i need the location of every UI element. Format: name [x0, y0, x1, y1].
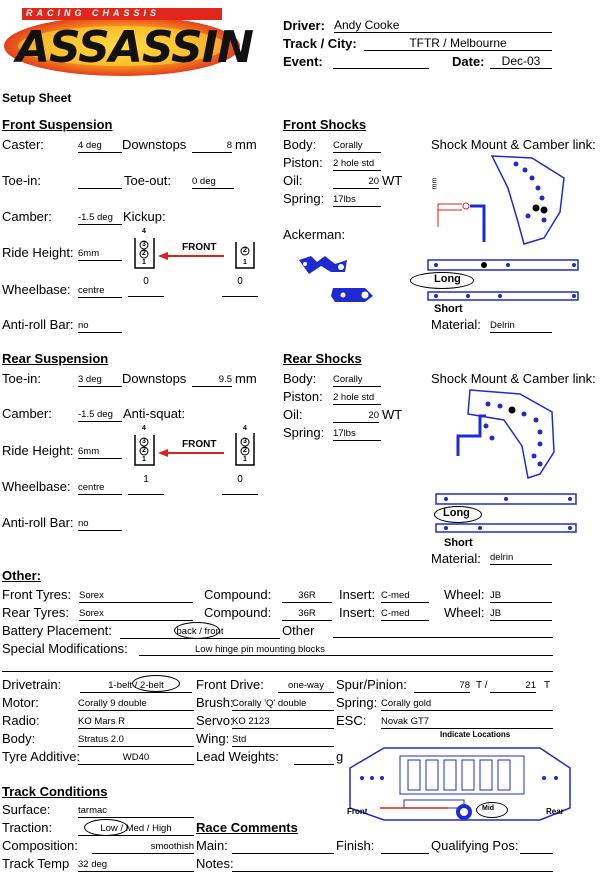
notes-line[interactable] [232, 871, 553, 872]
antiroll-field[interactable]: no [78, 319, 122, 333]
toe-out-label: Toe-out: [124, 173, 171, 188]
additive-field[interactable]: WD40 [78, 751, 194, 765]
rs-spacer-left-field[interactable]: 1 [128, 474, 164, 495]
rsh-material-field[interactable]: delrin [490, 551, 552, 565]
rdiagram-num-r2: 2 [243, 447, 247, 454]
rsh-piston-field[interactable]: 2 hole std [333, 391, 381, 405]
servo-field[interactable]: KO 2123 [232, 715, 334, 729]
traction-field[interactable]: Low / Med / High [78, 822, 194, 836]
front-tyres-field[interactable]: Sorex [79, 589, 193, 603]
rsh-spring-field[interactable]: 17lbs [333, 427, 381, 441]
rs-camber-field[interactable]: -1.5 deg [78, 408, 122, 422]
rear-compound-label: Compound: [204, 605, 272, 620]
rsh-body-field[interactable]: Corally [333, 373, 381, 387]
body-field[interactable]: Stratus 2.0 [78, 733, 194, 747]
main-line[interactable] [232, 853, 334, 854]
wing-field[interactable]: Std [232, 733, 334, 747]
driver-field[interactable]: Andy Cooke [334, 19, 552, 33]
composition-field[interactable]: smoothish [92, 840, 194, 854]
rsh-mount-label: Shock Mount & Camber link: [431, 371, 596, 386]
front-shocks-heading: Front Shocks [283, 117, 367, 132]
rs-antiroll-label: Anti-roll Bar: [2, 515, 74, 530]
rdiagram-num-r3: 3 [243, 438, 247, 445]
finish-line[interactable] [381, 853, 429, 854]
front-hinge-diagram [132, 228, 262, 272]
front-tyres-label: Front Tyres: [2, 587, 72, 602]
fs-piston-field[interactable]: 2 hole std [333, 157, 381, 171]
chassis-mid-label: Mid [482, 805, 495, 812]
fs-oil-label: Oil: [283, 173, 303, 188]
lead-field[interactable] [294, 751, 334, 765]
fs-short-label: Short [434, 303, 463, 315]
rear-shocks-heading: Rear Shocks [283, 351, 362, 366]
rsh-oil-unit: WT [382, 407, 403, 422]
rdiagram-num-3: 3 [142, 438, 146, 445]
rdiagram-num-4: 4 [142, 425, 146, 432]
traction-label: Traction: [2, 820, 53, 835]
temp-field[interactable]: 32 deg [78, 858, 194, 872]
surface-field[interactable]: tarmac [78, 804, 194, 818]
rs-spacer-right-field[interactable]: 0 [222, 474, 258, 495]
fs-spring-label: Spring: [283, 191, 325, 206]
fs-mount-label: Shock Mount & Camber link: [431, 137, 596, 152]
rear-insert-label: Insert: [339, 605, 376, 620]
fs-body-label: Body: [283, 137, 317, 152]
track-field[interactable]: TFTR / Melbourne [364, 37, 552, 51]
toe-out-field[interactable]: 0 deg [192, 175, 234, 189]
toe-in-label: Toe-in: [2, 173, 42, 188]
kickup-label: Kickup: [123, 209, 166, 224]
other-heading: Other: [2, 568, 41, 583]
diagram-num-4: 4 [142, 228, 146, 235]
brush-label: Brush: [196, 695, 234, 710]
fs-material-label: Material: [431, 317, 481, 332]
event-field[interactable] [333, 55, 429, 69]
diagram-num-2: 2 [142, 250, 146, 257]
qual-line[interactable] [520, 853, 553, 854]
rsh-short-label: Short [444, 537, 473, 549]
rdiagram-front-label: FRONT [182, 439, 217, 450]
body-label: Body: [2, 731, 36, 746]
antiroll-label: Anti-roll Bar: [2, 317, 74, 332]
diagram-num-1: 1 [142, 259, 146, 266]
rdiagram-num-1: 1 [142, 456, 146, 463]
spacer-left-field[interactable]: 0 [128, 276, 164, 297]
fs-oil-field[interactable]: 20 [333, 175, 379, 189]
caster-field[interactable]: 4 deg [78, 139, 122, 153]
fs-body-field[interactable]: Corally [333, 139, 381, 153]
motor-field[interactable]: Corally 9 double [78, 697, 194, 711]
rsh-material-label: Material: [431, 551, 481, 566]
servo-label: Servo: [196, 713, 234, 728]
rs-wheelbase-label: Wheelbase: [2, 479, 71, 494]
rs-ride-height-label: Ride Height: [2, 443, 74, 458]
camber-field[interactable]: -1.5 deg [78, 211, 122, 225]
fs-oil-unit: WT [382, 173, 403, 188]
race-comments-heading: Race Comments [196, 820, 298, 835]
sheet-title: Setup Sheet [2, 91, 72, 105]
fs-piston-label: Piston: [283, 155, 323, 170]
drivetrain-field[interactable]: 1-belt / 2-belt [80, 679, 192, 693]
rs-ride-height-field[interactable]: 6mm [78, 445, 122, 459]
rear-compound-field[interactable]: 36R [282, 607, 332, 621]
toe-in-field[interactable] [78, 175, 122, 189]
front-compound-field[interactable]: 36R [282, 589, 332, 603]
notes-label: Notes: [196, 856, 234, 871]
track-conditions-heading: Track Conditions [2, 784, 108, 799]
spur-field[interactable]: 78 [414, 679, 470, 693]
rear-wheel-label: Wheel: [444, 605, 485, 620]
front-drive-label: Front Drive: [196, 677, 264, 692]
surface-label: Surface: [2, 802, 51, 817]
diagram-num-r2: 2 [243, 247, 247, 254]
rs-antiroll-field[interactable]: no [78, 517, 122, 531]
esc-label: ESC: [336, 713, 367, 728]
motor-spring-label: Spring: [336, 695, 378, 710]
rs-wheelbase-field[interactable]: centre [78, 481, 122, 495]
chassis-rear-label: Rear [546, 807, 564, 816]
rs-downstops-field[interactable]: 9.5 [192, 373, 232, 387]
rs-toe-in-field[interactable]: 3 deg [78, 373, 122, 387]
date-label: Date: [452, 54, 485, 69]
drivetrain-label: Drivetrain: [2, 677, 62, 692]
additive-label: Tyre Additive: [2, 749, 81, 764]
front-suspension-heading: Front Suspension [2, 117, 113, 132]
front-wheel-label: Wheel: [444, 587, 485, 602]
diagram-front-label: FRONT [182, 242, 217, 253]
rdiagram-num-r4: 4 [243, 425, 247, 432]
motor-label: Motor: [2, 695, 39, 710]
rs-downstops-unit: mm [235, 371, 257, 386]
antisquat-label: Anti-squat: [123, 406, 186, 421]
main-label: Main: [196, 838, 228, 853]
logo-tagline: RACING CHASSIS [26, 8, 161, 18]
downstops-label: Downstops [122, 137, 187, 152]
front-compound-label: Compound: [204, 587, 272, 602]
drivetrain-selected-oval [132, 675, 180, 692]
diagram-num-3: 3 [142, 241, 146, 248]
front-insert-label: Insert: [339, 587, 376, 602]
camber-label: Camber: [2, 209, 52, 224]
qual-label: Qualifying Pos: [431, 838, 519, 853]
driver-label: Driver: [283, 18, 325, 33]
rear-wheel-field[interactable]: JB [490, 607, 552, 621]
front-wheel-field[interactable]: JB [490, 589, 552, 603]
traction-selected-oval [84, 819, 128, 836]
indicate-label: Indicate Locations [440, 730, 511, 739]
downstops-field[interactable]: 8 [192, 139, 232, 153]
rsh-oil-label: Oil: [283, 407, 303, 422]
fs-material-field[interactable]: Delrin [490, 319, 552, 333]
diagram-num-r1: 1 [243, 259, 247, 266]
radio-label: Radio: [2, 713, 40, 728]
rear-insert-field[interactable]: C-med [381, 607, 429, 621]
special-label: Special Modifications: [2, 641, 128, 656]
downstops-unit: mm [235, 137, 257, 152]
event-label: Event: [283, 54, 323, 69]
front-drive-field[interactable]: one-way [278, 679, 334, 693]
esc-field[interactable]: Novak GT7 [381, 715, 553, 729]
lead-label: Lead Weights: [196, 749, 279, 764]
ride-height-field[interactable]: 6mm [78, 247, 122, 261]
fs-long-label: Long [434, 273, 461, 285]
spur-label: Spur/Pinion: [336, 677, 407, 692]
rsh-piston-label: Piston: [283, 389, 323, 404]
rear-shock-tower-diagram [440, 386, 590, 486]
rear-suspension-heading: Rear Suspension [2, 351, 109, 366]
pinion-t-label: T [544, 680, 551, 691]
wing-label: Wing: [196, 731, 230, 746]
special-line-2 [2, 671, 553, 672]
battery-other-line [333, 637, 553, 638]
radio-field[interactable]: KO Mars R [78, 715, 194, 729]
pinion-field[interactable]: 21 [490, 679, 536, 693]
ackerman-label: Ackerman: [283, 227, 346, 242]
chassis-front-label: Front [347, 807, 368, 816]
composition-label: Composition: [2, 838, 78, 853]
assassin-logo [2, 2, 253, 82]
rs-camber-label: Camber: [2, 406, 52, 421]
fs-spring-field[interactable]: 17lbs [333, 193, 381, 207]
temp-label: Track Temp [2, 856, 70, 871]
brush-field[interactable]: Corally 'Q' double [232, 697, 334, 711]
rdiagram-num-r1: 1 [243, 456, 247, 463]
battery-label: Battery Placement: [2, 623, 112, 638]
ackerman-diagram [295, 252, 380, 308]
rdiagram-num-2: 2 [142, 447, 146, 454]
caster-label: Caster: [2, 137, 44, 152]
battery-selected-oval [174, 622, 220, 639]
date-field[interactable]: Dec-03 [490, 55, 552, 69]
chassis-diagram [344, 738, 576, 824]
rsh-body-label: Body: [283, 371, 317, 386]
wheelbase-label: Wheelbase: [2, 282, 71, 297]
rear-tyres-field[interactable]: Sorex [79, 607, 193, 621]
spur-t-label: T / [476, 680, 488, 691]
fs-mm-label: mm [431, 177, 439, 190]
rs-toe-in-label: Toe-in: [2, 371, 42, 386]
rear-tyres-label: Rear Tyres: [2, 605, 69, 620]
finish-label: Finish: [336, 838, 375, 853]
motor-spring-field[interactable]: Corally gold [381, 697, 553, 711]
battery-field[interactable]: back / front [120, 625, 280, 639]
track-label: Track / City: [283, 36, 357, 51]
logo-text: ASSASSIN [16, 22, 253, 73]
spacer-right-field[interactable]: 0 [222, 276, 258, 297]
rsh-long-label: Long [443, 507, 470, 519]
special-field[interactable]: Low hinge pin mounting blocks [139, 643, 553, 656]
rs-downstops-label: Downstops [122, 371, 187, 386]
front-shock-tower-diagram [432, 152, 610, 252]
wheelbase-field[interactable]: centre [78, 284, 122, 298]
front-insert-field[interactable]: C-med [381, 589, 429, 603]
rsh-oil-field[interactable]: 20 [333, 409, 379, 423]
lead-unit: g [336, 749, 344, 764]
rear-hinge-diagram [132, 425, 262, 469]
rsh-spring-label: Spring: [283, 425, 325, 440]
ride-height-label: Ride Height: [2, 245, 74, 260]
battery-other-label: Other [282, 623, 315, 638]
